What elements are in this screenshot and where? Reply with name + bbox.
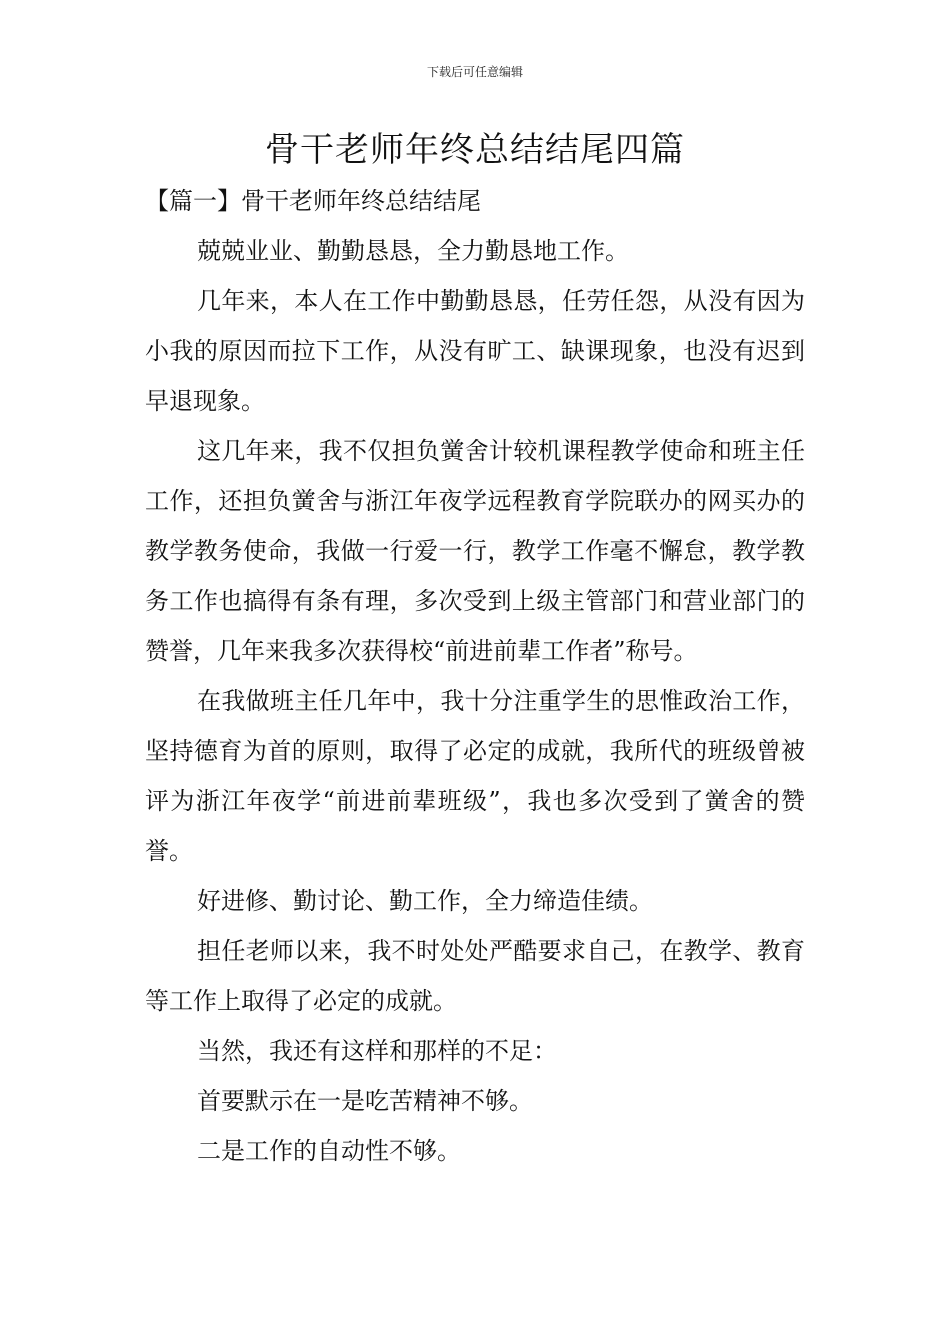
- paragraph: 担任老师以来，我不时处处严酷要求自己，在教学、教育等工作上取得了必定的成就。: [145, 937, 805, 1015]
- document-body: [145, 176, 805, 1176]
- paragraph: 兢兢业业、勤勤恳恳，全力勤恳地工作。: [197, 237, 629, 265]
- document-title: 骨干老师年终总结结尾四篇: [265, 130, 685, 170]
- header-note: 下载后可任意编辑: [426, 65, 523, 79]
- section-heading: 【篇一】骨干老师年终总结结尾: [145, 187, 481, 215]
- paragraph: 首要默示在一是吃苦精神不够。: [197, 1087, 533, 1115]
- paragraph: 当然，我还有这样和那样的不足：: [197, 1037, 557, 1065]
- paragraph: 好进修、勤讨论、勤工作，全力缔造佳绩。: [197, 887, 653, 915]
- paragraph: 这几年来，我不仅担负黉舍计较机课程教学使命和班主任工作，还担负黉舍与浙江年夜学远程教育学院联办的网买办的教学教务使命，我做一行爱一行，教学工作毫不懈怠，教学教务工作也搞得有条有理，多次受到上级主管部门和营业部门的赞誉，几年来我多次获得校“前进前辈工作者”称号。: [145, 437, 805, 665]
- paragraph: 二是工作的自动性不够。: [197, 1137, 461, 1165]
- paragraph: 几年来，本人在工作中勤勤恳恳，任劳任怨，从没有因为小我的原因而拉下工作，从没有旷工、缺课现象，也没有迟到早退现象。: [145, 287, 805, 415]
- paragraph: 在我做班主任几年中，我十分注重学生的思惟政治工作，坚持德育为首的原则，取得了必定的成就，我所代的班级曾被评为浙江年夜学“前进前辈班级”，我也多次受到了黉舍的赞誉。: [145, 687, 805, 865]
